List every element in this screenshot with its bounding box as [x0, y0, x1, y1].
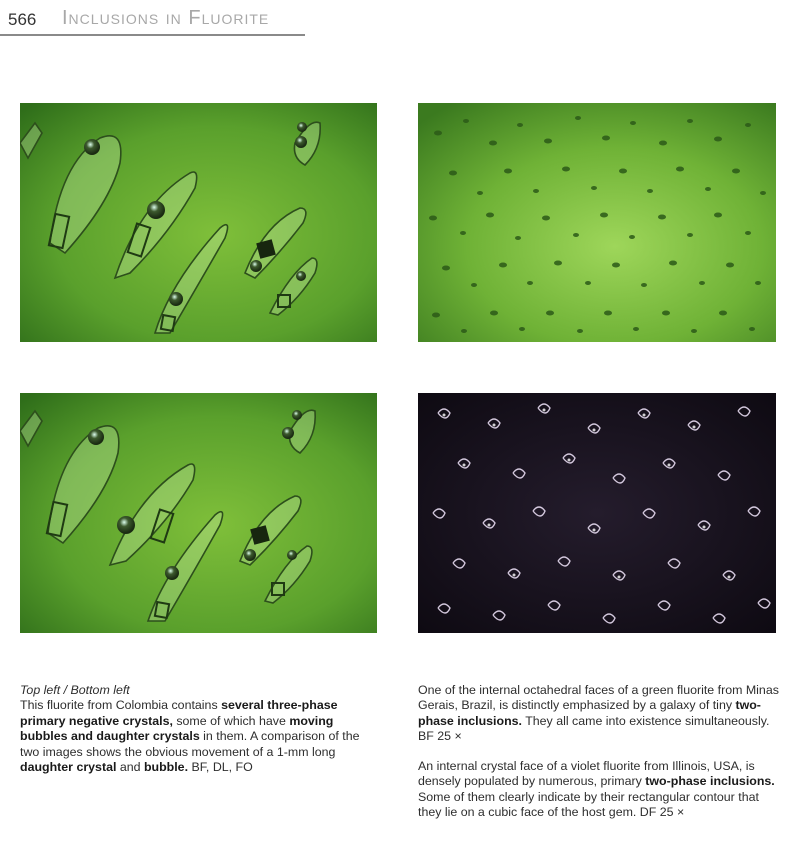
negative-crystals-image	[20, 103, 377, 342]
caption-text: An internal crystal face of a violet fluorite from Illinois, USA, is densely populated by numerous, primary	[418, 759, 755, 789]
caption-text: Some of them clearly indicate by their rectangular contour that they lie on a cubic face of the host gem. DF 25 ×	[418, 789, 759, 820]
caption-emphasis: two-phase inclusions.	[418, 698, 761, 728]
chapter-title: Inclusions in Fluorite	[62, 7, 270, 29]
header-rule	[0, 34, 305, 36]
caption-text: BF, DL, FO	[188, 760, 253, 775]
photo-top-left	[20, 103, 377, 342]
caption-label: Top left / Bottom left	[20, 683, 130, 697]
caption-text: in them. A comparison of the two images shows the obvious movement of a 1-mm long	[20, 729, 360, 759]
page-header	[0, 0, 305, 40]
caption-emphasis: bubble.	[143, 760, 189, 775]
caption-left	[20, 683, 370, 775]
caption-text: One of the internal octahedral faces of a green fluorite from Minas Gerais, Brazil, is distinctly emphasized by a galaxy of tiny	[418, 683, 779, 713]
caption-right-bottom	[418, 759, 783, 821]
photo-bottom-right	[418, 393, 776, 633]
caption-text: They all came into existence simultaneously. BF 25 ×	[418, 713, 770, 744]
caption-emphasis: moving bubbles and daughter crystals	[20, 713, 334, 744]
caption-emphasis: daughter crystal	[20, 760, 117, 775]
caption-right-top	[418, 683, 783, 745]
negative-crystals-comparison-image	[20, 393, 377, 633]
caption-text: some of which have	[172, 713, 290, 728]
two-phase-inclusions-violet-image	[418, 393, 776, 633]
two-phase-inclusions-green-image	[418, 103, 776, 342]
caption-emphasis: two-phase inclusions.	[645, 774, 775, 789]
photo-bottom-left	[20, 393, 377, 633]
page-number: 566	[8, 10, 37, 29]
caption-text: This fluorite from Colombia contains	[20, 698, 222, 713]
caption-emphasis: several three-phase primary negative crystals,	[20, 698, 338, 728]
photo-top-right	[418, 103, 776, 342]
caption-text: and	[116, 760, 144, 775]
